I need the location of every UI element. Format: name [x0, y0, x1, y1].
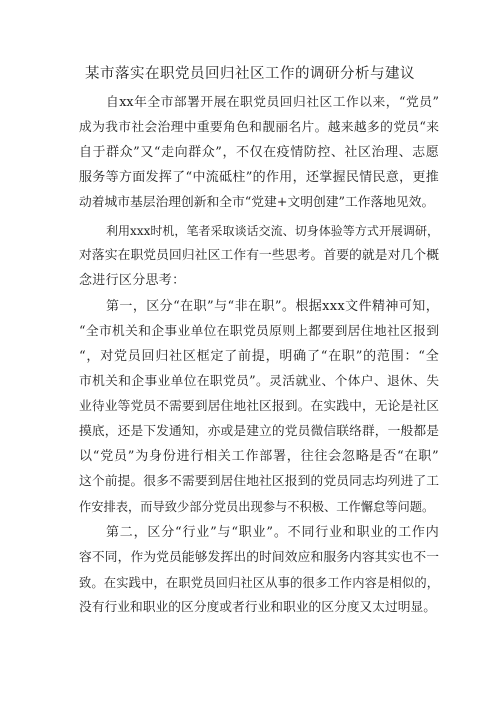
text-line: 作安排表，而导致少部分党员出现参与不积极、工作懈怠等问题。: [79, 500, 435, 514]
text-line: 以“党员”为身份进行相关工作部署，往往会忽略是否“在职”: [79, 449, 439, 464]
text-line: 动着城市基层治理创新和全市“党建+文明创建”工作落地见效。: [79, 195, 435, 210]
text-line: 第二，区分“行业”与“职业”。不同行业和职业的工作内: [106, 525, 439, 540]
text-line: “，对党员回归社区框定了前提，明确了“在职”的范围：“全: [79, 349, 439, 364]
text-line: 摸底，还是下发通知，亦或是建立的党员微信联络群，一般都是: [79, 424, 439, 439]
text-line: 致。在实践中，在职党员回归社区从事的很多工作内容是相似的，: [79, 576, 439, 590]
text-line: “全市机关和企事业单位在职党员原则上都要到居住地社区报到: [79, 324, 439, 339]
text-line: 自xx年全市部署开展在职党员回归社区工作以来，“党员”: [106, 95, 439, 110]
text-line: 第一，区分“在职”与“非在职”。根据xxx文件精神可知，: [106, 299, 439, 314]
text-line: 自于群众”又“走向群众”，不仅在疫情防控、社区治理、志愿: [79, 145, 439, 160]
text-line: 业待业等党员不需要到居住地社区报到。在实践中，无论是社区: [79, 399, 439, 414]
text-line: 市机关和企事业单位在职党员”。灵活就业、个体户、退休、失: [79, 374, 439, 389]
text-line: 没有行业和职业的区分度或者行业和职业的区分度又太过明显。: [79, 600, 436, 615]
text-line: 这个前提。很多不需要到居住地社区报到的党员同志均列进了工: [79, 474, 439, 489]
text-line: 成为我市社会治理中重要角色和靓丽名片。越来越多的党员“来: [79, 120, 439, 135]
text-line: 对落实在职党员回归社区工作有一些思考。首要的就是对几个概: [79, 248, 439, 263]
text-line: 念进行区分思考：: [79, 273, 186, 288]
text-line: 容不同，作为党员能够发挥出的时间效应和服务内容其实也不一: [79, 550, 439, 565]
text-line: 服务等方面发挥了“中流砥柱”的作用，还掌握民情民意，更推: [79, 170, 439, 185]
text-line: 利用xxx时机，笔者采取谈话交流、切身体验等方式开展调研，: [106, 224, 439, 238]
document-title: 某市落实在职党员回归社区工作的调研分析与建议: [85, 66, 415, 82]
